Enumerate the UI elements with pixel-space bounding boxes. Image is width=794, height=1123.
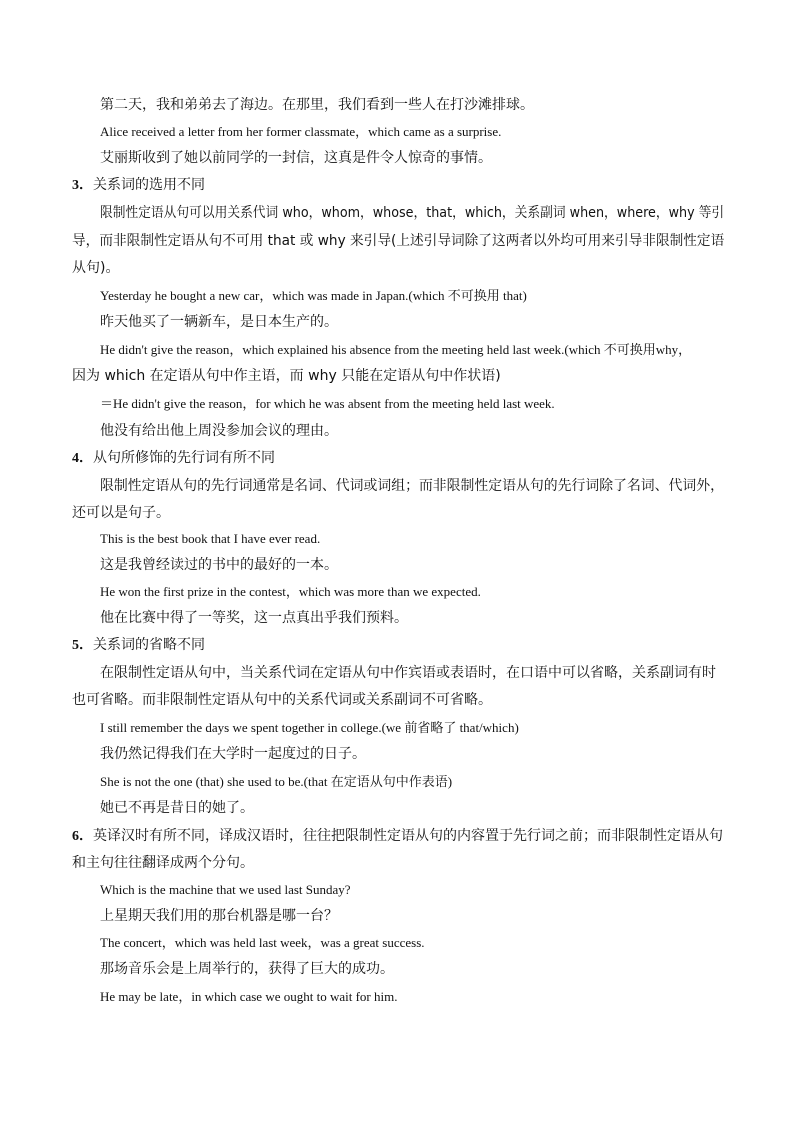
example-sentence: ＝He didn't give the reason，for which he was absent from the meeting held last week.	[100, 396, 555, 411]
translation-line: 那场音乐会是上周举行的，获得了巨大的成功。	[100, 961, 394, 977]
translation-line: 我仍然记得我们在大学时一起度过的日子。	[100, 746, 366, 762]
section-heading-5	[72, 638, 205, 653]
heading-number: 5．	[72, 638, 93, 653]
example-sentence: He won the first prize in the contest，which was more than we expected.	[100, 584, 481, 599]
example-sentence: He didn't give the reason，which explained his absence from the meeting held last week.(which 不可换用why，	[100, 342, 692, 357]
text-line: 在限制性定语从句中，当关系代词在定语从句中作宾语或表语时，在口语中可以省略，关系副词有时	[100, 665, 716, 681]
example-sentence: Which is the machine that we used last Sunday?	[100, 882, 351, 897]
example-sentence: She is not the one (that) she used to be.(that 在定语从句中作表语)	[100, 774, 453, 789]
text-line: 限制性定语从句的先行词通常是名词、代词或词组；而非限制性定语从句的先行词除了名词、代词外，	[100, 478, 725, 494]
translation-line: 他在比赛中得了一等奖，这一点真出乎我们预料。	[100, 610, 408, 626]
translation-line: 昨天他买了一辆新车，是日本生产的。	[100, 314, 338, 330]
translation-line: 他没有给出他上周没参加会议的理由。	[100, 423, 338, 439]
section-heading-4	[72, 451, 275, 466]
text-line: 从句)。	[72, 260, 120, 276]
translation-line: 她已不再是昔日的她了。	[100, 800, 254, 816]
heading-text: 关系词的选用不同	[93, 177, 205, 193]
section-heading-3	[72, 178, 205, 193]
example-sentence: I still remember the days we spent together in college.(we 前省略了 that/which)	[100, 720, 519, 735]
text-line: 限制性定语从句可以用关系代词 who，whom，whose，that，which，关系副词 when，where，why 等引	[100, 205, 725, 221]
translation-line: 这是我曾经读过的书中的最好的一本。	[100, 557, 338, 573]
example-sentence: Yesterday he bought a new car，which was made in Japan.(which 不可换用 that)	[100, 288, 527, 303]
heading-text: 关系词的省略不同	[93, 637, 205, 653]
example-sentence: This is the best book that I have ever read.	[100, 531, 321, 546]
text-line: 和主句往往翻译成两个分句。	[72, 855, 254, 871]
translation-line: 上星期天我们用的那台机器是哪一台？	[100, 908, 338, 924]
translation-line: 艾丽斯收到了她以前同学的一封信，这真是件令人惊奇的事情。	[100, 150, 492, 166]
text-line: 导，而非限制性定语从句不可用 that 或 why 来引导(上述引导词除了这两者以外均可用来引导非限制性定语	[72, 233, 725, 249]
heading-number: 3．	[72, 178, 93, 193]
text-line: 还可以是句子。	[72, 505, 170, 521]
heading-text: 英译汉时有所不同，译成汉语时，往往把限制性定语从句的内容置于先行词之前；而非限制性定语从句	[93, 828, 723, 844]
section-heading-6	[72, 829, 723, 844]
heading-text: 从句所修饰的先行词有所不同	[93, 450, 275, 466]
example-sentence: He may be late，in which case we ought to wait for him.	[100, 989, 398, 1004]
heading-number: 6．	[72, 829, 93, 844]
heading-number: 4．	[72, 451, 93, 466]
example-sentence: Alice received a letter from her former classmate，which came as a surprise.	[100, 124, 502, 139]
text-line: 也可省略。而非限制性定语从句中的关系代词或关系副词不可省略。	[72, 692, 492, 708]
example-sentence: The concert，which was held last week，was a great success.	[100, 935, 425, 950]
text-line: 因为 which 在定语从句中作主语，而 why 只能在定语从句中作状语)	[72, 368, 501, 384]
text-line: 第二天，我和弟弟去了海边。在那里，我们看到一些人在打沙滩排球。	[100, 97, 534, 113]
